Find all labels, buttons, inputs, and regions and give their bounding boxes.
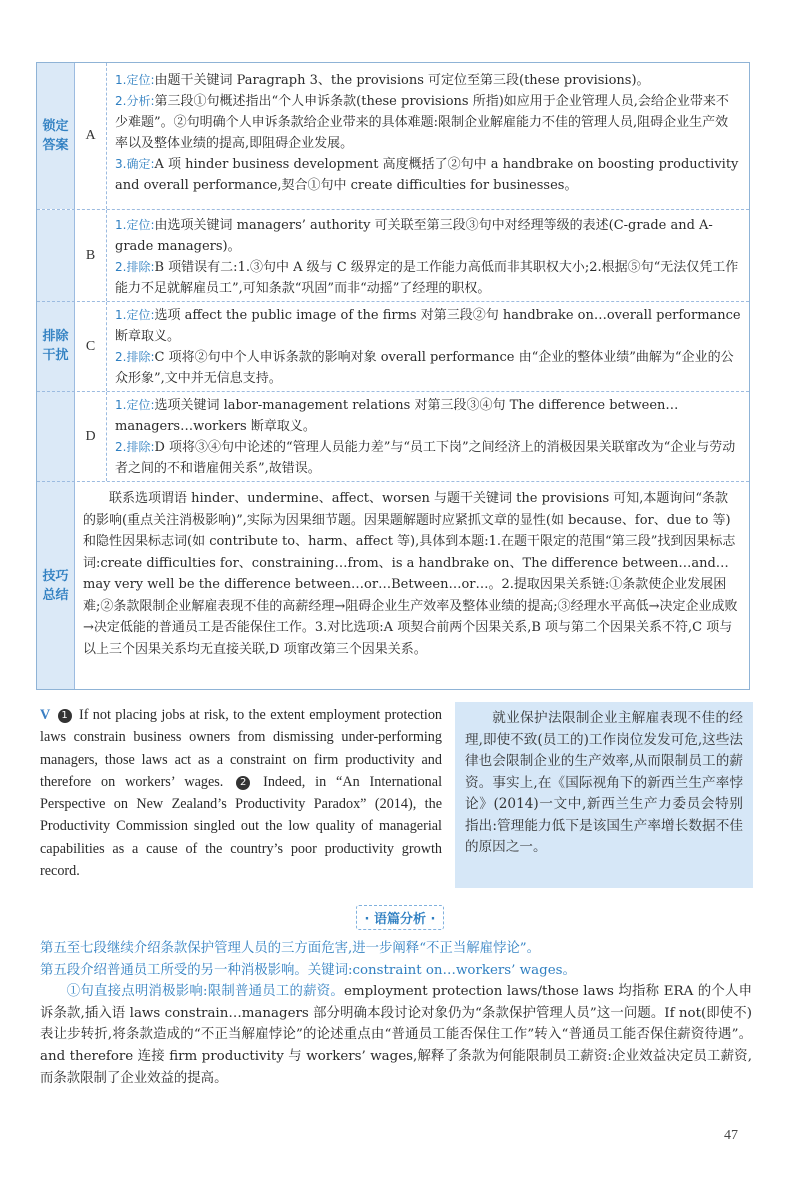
english-passage: [40, 704, 442, 882]
entry: 2.排除:B 项错误有二:1.③句中 A 级与 C 级界定的是工作能力高低而非其职权大小;2.根据⑤句“无法仅凭工作能力不足就解雇员工”,可知条款“巩固”而非“动摇”了经理的职权。: [115, 260, 739, 296]
option-cell: [115, 305, 741, 389]
option-cell: [115, 395, 741, 479]
entry: 1.定位:选项关键词 labor-management relations 对第三段③④句 The difference between…managers…workers 断章取义。: [115, 398, 679, 434]
page-number: 47: [724, 1128, 738, 1143]
analysis-body: ①句直接点明消极影响:限制普通员工的薪资。employment protection laws/those laws 均指称 ERA 的个人申诉条款,插入语 laws constrain…managers 部分明确本段讨论对象仍为“条款保护管理人员”这一问题。If not(即使不)表让步转折,将条款造成的“不正当解雇悖论”的论述重点由“普通员工能否保住工作”转入“普通员工能否保住薪资待遇”。and therefore 连接 firm productivity 与 workers’ wages,解释了条款为何能限制员工薪资:企业效益决定员工薪资,而条款限制了企业效益的提高。: [40, 984, 753, 1086]
tips-text: 联系选项谓语 hinder、undermine、affect、worsen 与题干关键词 the provisions 可知,本题询问“条款的影响(重点关注消极影响)”,实际为因果细节题。因果题解题时应紧抓文章的显性(如 because、for、due to 等)和隐性因果标志词(如 contribute to、harm、affect 等),具体到本题:1.在题干限定的范围“第三段”找到因果标志词:create difficulties for、constraining…from、is a handbrake on、The difference between…and…may very well be the difference between…or…Between…or…。2.提取因果关系链:①条款使企业发展困难;②条款限制企业解雇表现不佳的高薪经理→阻碍企业生产效率及整体业绩的提高;③经理水平高低→决定企业成败→决定低能的普通员工是否能保住工作。3.对比选项:A 项契合前两个因果关系,B 项与第二个因果关系不符,C 项与以上三个因果关系均无直接关联,D 项窜改第三个因果关系。: [83, 491, 738, 657]
option-cell: [115, 70, 741, 196]
paragraph-numeral: V: [40, 707, 51, 723]
table-row: [37, 63, 749, 210]
entry: 1.定位:由选项关键词 managers’ authority 可关联至第三段③句中对经理等级的表述(C-grade and A-grade managers)。: [115, 218, 713, 254]
group-label-tips: 技巧总结: [37, 482, 75, 689]
entry: 1.定位:选项 affect the public image of the firms 对第三段②句 handbrake on…overall performance 断章取义。: [115, 308, 741, 344]
sentence-2: Indeed, in “An International Perspective on New Zealand’s Productivity Paradox” (2014), the Productivity Commission singled out the low quality of managerial capabilities as a cause of the country’s poor productivity growth record.: [40, 773, 443, 880]
option-letter: C: [75, 302, 107, 391]
analysis-summary-1: 第五至七段继续介绍条款保护管理人员的三方面危害,进一步阐释“不正当解雇悖论”。: [40, 941, 541, 956]
option-cell: [115, 215, 741, 299]
table-row: [37, 392, 749, 482]
discourse-analysis: [40, 938, 752, 1089]
sentence-1: If not placing jobs at risk, to the extent employment protection laws constrain business owners from dismissing under-performing managers, those laws act as a constraint on firm productivity and therefore on workers’ wages.: [40, 707, 443, 790]
entry: 2.分析:第三段①句概述指出“个人申诉条款(these provisions 所指)如应用于企业管理人员,会给企业带来不少难题”。②句明确个人申诉条款给企业带来的具体难题:限制企业解雇能力不佳的管理人员,阻碍企业生产效率以及整体业绩的提高,即阻碍企业发展。: [115, 94, 729, 151]
entry: 2.排除:D 项将③④句中论述的“管理人员能力差”与“员工下岗”之间经济上的消极因果关联窜改为“企业与劳动者之间的不和谐雇佣关系”,故错误。: [115, 440, 736, 476]
chinese-translation: 就业保护法限制企业主解雇表现不佳的经理,即使不致(员工的)工作岗位发发可危,这些法律也会限制企业的生产效率,从而限制员工的薪资。事实上,在《国际视角下的新西兰生产率悖论》(2014)一文中,新西兰生产力委员会特别指出:管理能力低下是该国生产率增长数据不佳的原因之一。: [455, 702, 753, 888]
entry: 3.确定:A 项 hinder business development 高度概括了②句中 a handbrake on boosting productivity and overall performance,契合①句中 create difficulties for businesses。: [115, 157, 739, 193]
table-row: [37, 482, 749, 689]
analysis-table: [36, 62, 750, 690]
entry: 2.排除:C 项将②句中个人申诉条款的影响对象 overall performance 由“企业的整体业绩”曲解为“企业的公众形象”,文中并无信息支持。: [115, 350, 734, 386]
table-row: [37, 302, 749, 392]
option-letter: B: [75, 210, 107, 301]
section-title: · 语篇分析 ·: [0, 905, 800, 930]
table-row: [37, 210, 749, 302]
group-label-answer: 锁定答案: [37, 63, 75, 209]
option-letter: A: [75, 63, 107, 209]
group-label-distractors: 排除干扰: [37, 210, 75, 482]
entry: 1.定位:由题干关键词 Paragraph 3、the provisions 可定位至第三段(these provisions)。: [115, 73, 650, 88]
analysis-summary-2: 第五段介绍普通员工所受的另一种消极影响。关键词:constraint on…workers’ wages。: [40, 962, 576, 978]
sentence-1-marker: 1: [58, 709, 72, 723]
sentence-2-marker: 2: [236, 776, 250, 790]
option-letter: D: [75, 392, 107, 481]
